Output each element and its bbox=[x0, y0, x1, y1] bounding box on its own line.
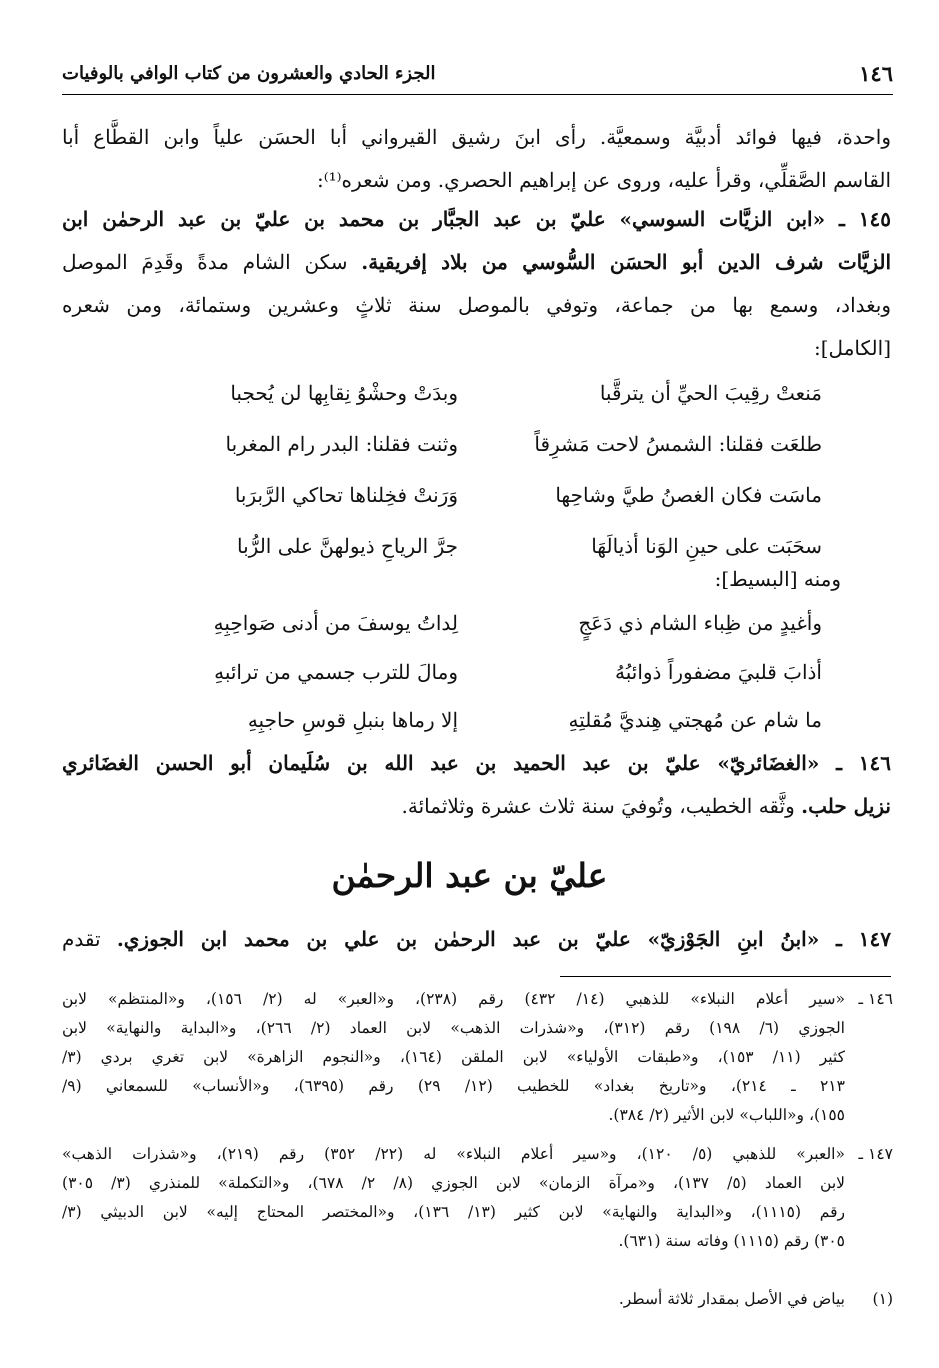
poem-verse-second-hemistich: جرَّ الرياحِ ذيولهنَّ على الرُّبا bbox=[237, 534, 458, 558]
footnote-line: «سير أعلام النبلاء» للذهبي (١٤/ ٤٣٢) رقم (٢٣٨)، و«العبر» له (٢/ ١٥٦)، و«المنتظم» لابن bbox=[62, 990, 845, 1008]
entry-147-name: ١٤٧ ـ «ابنُ ابنِ الجَوْزيّ» عليّ بن عبد الرحمٰن بن علي بن محمد ابن الجوزي. bbox=[116, 927, 891, 951]
poem-verse-first-hemistich: مَنعتْ رقِيبَ الحيِّ أن يترقَّبا bbox=[599, 381, 822, 405]
entry-145-text: سكن الشام مدةً وقَدِمَ الموصل bbox=[62, 250, 362, 274]
footnote-label: ١٤٧ ـ bbox=[858, 1145, 893, 1163]
entry-146-name-end: نزيل حلب. bbox=[801, 794, 891, 818]
poem-verse-second-hemistich: إلا رماها بنبلِ قوسِ حاجبِهِ bbox=[247, 708, 458, 732]
page-number: ١٤٦ bbox=[859, 60, 893, 86]
entry-145-line: وبغداد، وسمع بها من جماعة، وتوفي بالموصل سنة ثلاثٍ وعشرين وستمائة، ومن شعره bbox=[62, 293, 891, 317]
footnote-line: بياض في الأصل بمقدار ثلاثة أسطر. bbox=[618, 1290, 845, 1308]
footnote-line: ٣٠٥) رقم (١١١٥) وفاته سنة (٦٣١). bbox=[618, 1232, 845, 1250]
body-line: القاسم الصَّقلِّي، وقرأ عليه، وروى عن إبراهيم الحصري. ومن شعره⁽¹⁾: bbox=[316, 168, 891, 192]
footnote-line: لابن العماد (٥/ ١٣٧)، و«مرآة الزمان» لابن الجوزي (٨/ ٢/ ٦٧٨)، و«التكملة» للمنذري (٣/ ٣٠٥) bbox=[62, 1174, 846, 1192]
footnote-line: ١٥٥)، و«اللباب» لابن الأثير (٢/ ٣٨٤). bbox=[608, 1106, 845, 1124]
poem-intro: ومنه [البسيط]: bbox=[714, 567, 841, 591]
header-rule bbox=[62, 94, 893, 95]
footnote-separator bbox=[560, 976, 891, 977]
running-header bbox=[62, 56, 893, 90]
poem-verse-first-hemistich: ماسَت فكان الغصنُ طيَّ وشاحِها bbox=[555, 483, 822, 507]
meter-label: [الكامل]: bbox=[814, 336, 891, 360]
entry-146-line bbox=[62, 789, 891, 823]
poem-verse-first-hemistich: وأغيدٍ من ظِباء الشام ذي دَعَجٍ bbox=[578, 611, 822, 635]
entry-145-heading: ١٤٥ ـ «ابن الزيَّات السوسي» عليّ بن عبد الجبَّار بن محمد بن عليّ بن عبد الرحمٰن ابن bbox=[62, 207, 891, 231]
poem-verse-first-hemistich: ما شام عن مُهجتي هِنديَّ مُقلتِهِ bbox=[568, 708, 822, 732]
entry-145-name-end: الزيَّات شرف الدين أبو الحسَن السُّوسي من بلاد إفريقية. bbox=[361, 250, 892, 274]
footnote-line: كثير (١١/ ١٥٣)، و«طبقات الأولياء» لابن الملقن (١٦٤)، و«النجوم الزاهرة» لابن تغري بردي (٣/ bbox=[62, 1048, 845, 1066]
footnote-line: رقم (١١١٥)، و«البداية والنهاية» لابن كثير (١٣/ ١٣٦)، و«المختصر المحتاج إليه» لابن الدبيثي (٣/ bbox=[62, 1203, 845, 1221]
running-title: الجزء الحادي والعشرون من كتاب الوافي بالوفيات bbox=[62, 62, 436, 84]
poem-verse-first-hemistich: أذابَ قلبيَ مضفوراً ذوائبُهُ bbox=[615, 660, 822, 684]
entry-147-heading bbox=[62, 922, 891, 956]
entry-147-text: تقدم bbox=[62, 927, 117, 951]
footnote-line: الجوزي (٦/ ١٩٨) رقم (٣١٢)، و«شذرات الذهب» لابن العماد (٢/ ٢٦٦)، و«البداية والنهاية» لابن bbox=[62, 1019, 845, 1037]
footnote-line: ٢١٣ ـ ٢١٤)، و«تاريخ بغداد» للخطيب (١٢/ ٢٩) رقم (٦٣٩٥)، و«الأنساب» للسمعاني (٩/ bbox=[62, 1077, 845, 1095]
entry-145-line bbox=[62, 245, 891, 279]
poem-verse-second-hemistich: ومالَ للترب جسمي من ترائبهِ bbox=[214, 660, 458, 684]
poem-verse-second-hemistich: لِداتُ يوسفَ من أدنى صَواحِبِهِ bbox=[213, 611, 458, 635]
body-line: واحدة، فيها فوائد أدبيَّة وسمعيَّة. رأى ابنَ رشيق القيرواني أبا الحسَن علياً وابن القطَّاع أبا bbox=[62, 125, 891, 149]
footnote-label: ١٤٦ ـ bbox=[858, 990, 893, 1008]
footnote-line: «العبر» للذهبي (٥/ ١٢٠)، و«سير أعلام النبلاء» له (٢٢/ ٣٥٢) رقم (٢١٩)، و«شذرات الذهب» bbox=[62, 1145, 845, 1163]
poem-verse-second-hemistich: وبدَتْ وحشْوُ نِقابِها لن يُحجبا bbox=[230, 381, 458, 405]
poem-verse-second-hemistich: وَرَنتْ فخِلناها تحاكي الرَّبرَبا bbox=[234, 483, 458, 507]
entry-146-text: وثَّقه الخطيب، وتُوفيَ سنة ثلاث عشرة وثلاثمائة. bbox=[401, 794, 802, 818]
poem-verse-first-hemistich: طلعَت فقلنا: الشمسُ لاحت مَشرِقاً bbox=[534, 432, 822, 456]
footnote-label: (١) bbox=[872, 1290, 893, 1308]
poem-verse-second-hemistich: وثنت فقلنا: البدر رام المغربا bbox=[225, 432, 458, 456]
poem-verse-first-hemistich: سحَبَت على حينِ الوَنا أذيالَهَا bbox=[591, 534, 822, 558]
section-title: عليّ بن عبد الرحمٰن bbox=[331, 856, 608, 895]
entry-146-heading: ١٤٦ ـ «الغضَائريّ» عليّ بن عبد الحميد بن عبد الله بن سُلَيمان أبو الحسن الغضَائري bbox=[62, 751, 891, 775]
